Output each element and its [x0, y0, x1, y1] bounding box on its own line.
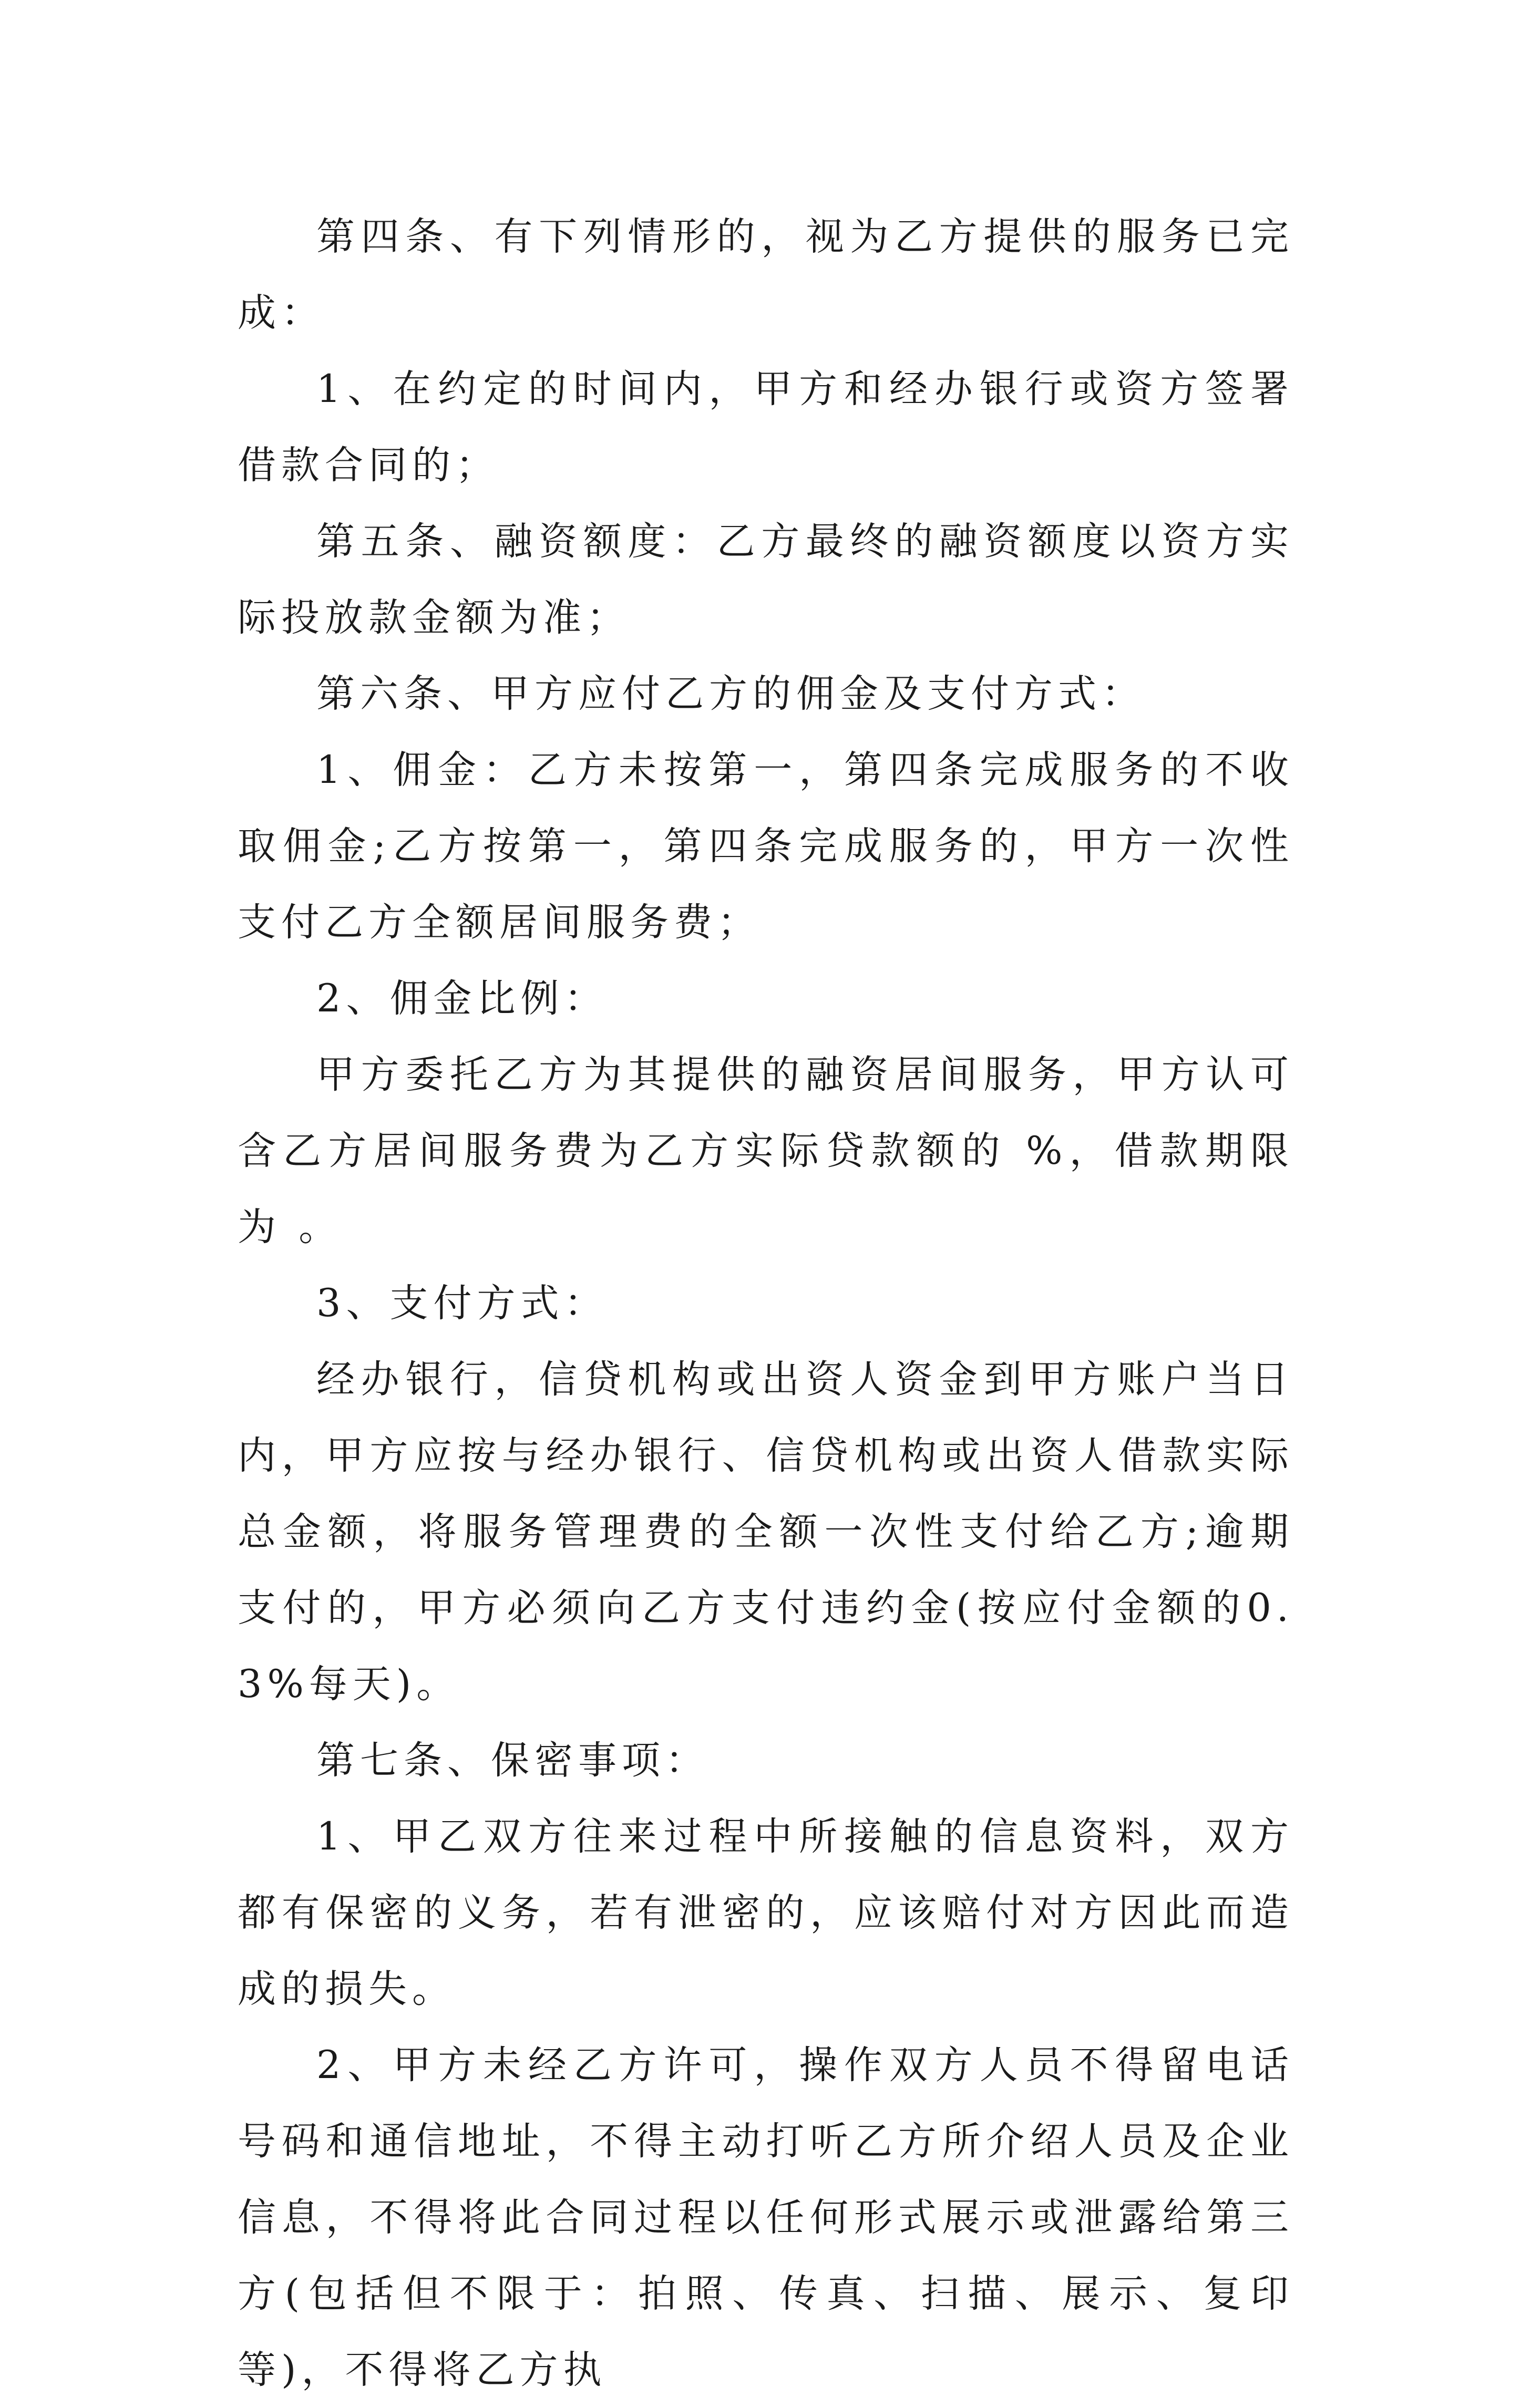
- article-7-heading: 第七条、保密事项：: [316, 1738, 709, 1783]
- article-6-item-3-heading: 3、支付方式：: [316, 1281, 608, 1326]
- article-6-heading: 第六条、甲方应付乙方的佣金及支付方式：: [316, 671, 1145, 716]
- article-7-item-2: 2、甲方未经乙方许可，操作双方人员不得留电话号码和通信地址，不得主动打听乙方所介绍人员及企业信息，不得将此合同过程以任何形式展示或泄露给第三方(包括但不限于：拍照、传真、扫描、展示、复印等)，不得将乙方执: [238, 2043, 1294, 2392]
- article-7-item-1: 1、甲乙双方往来过程中所接触的信息资料，双方都有保密的义务，若有泄密的，应该赔付对方因此而造成的损失。: [238, 1814, 1294, 2011]
- article-6-item-2-heading: 2、佣金比例：: [316, 976, 608, 1021]
- document-body: [238, 199, 1294, 2408]
- article-4-heading: 第四条、有下列情形的，视为乙方提供的服务已完成：: [238, 214, 1294, 335]
- article-4-item-1: 1、在约定的时间内，甲方和经办银行或资方签署借款合同的；: [238, 367, 1294, 488]
- article-6-item-2-body: 甲方委托乙方为其提供的融资居间服务，甲方认可含乙方居间服务费为乙方实际贷款额的 %，借款期限为 。: [238, 1052, 1294, 1249]
- article-6-item-1-commission: 1、佣金：乙方未按第一，第四条完成服务的不收取佣金;乙方按第一，第四条完成服务的，甲方一次性支付乙方全额居间服务费；: [238, 748, 1294, 945]
- article-6-item-3-body: 经办银行，信贷机构或出资人资金到甲方账户当日内，甲方应按与经办银行、信贷机构或出资人借款实际总金额，将服务管理费的全额一次性支付给乙方;逾期支付的，甲方必须向乙方支付违约金(按应付金额的0.3%每天)。: [238, 1357, 1294, 1707]
- article-5-financing-amount: 第五条、融资额度：乙方最终的融资额度以资方实际投放款金额为准；: [238, 519, 1294, 640]
